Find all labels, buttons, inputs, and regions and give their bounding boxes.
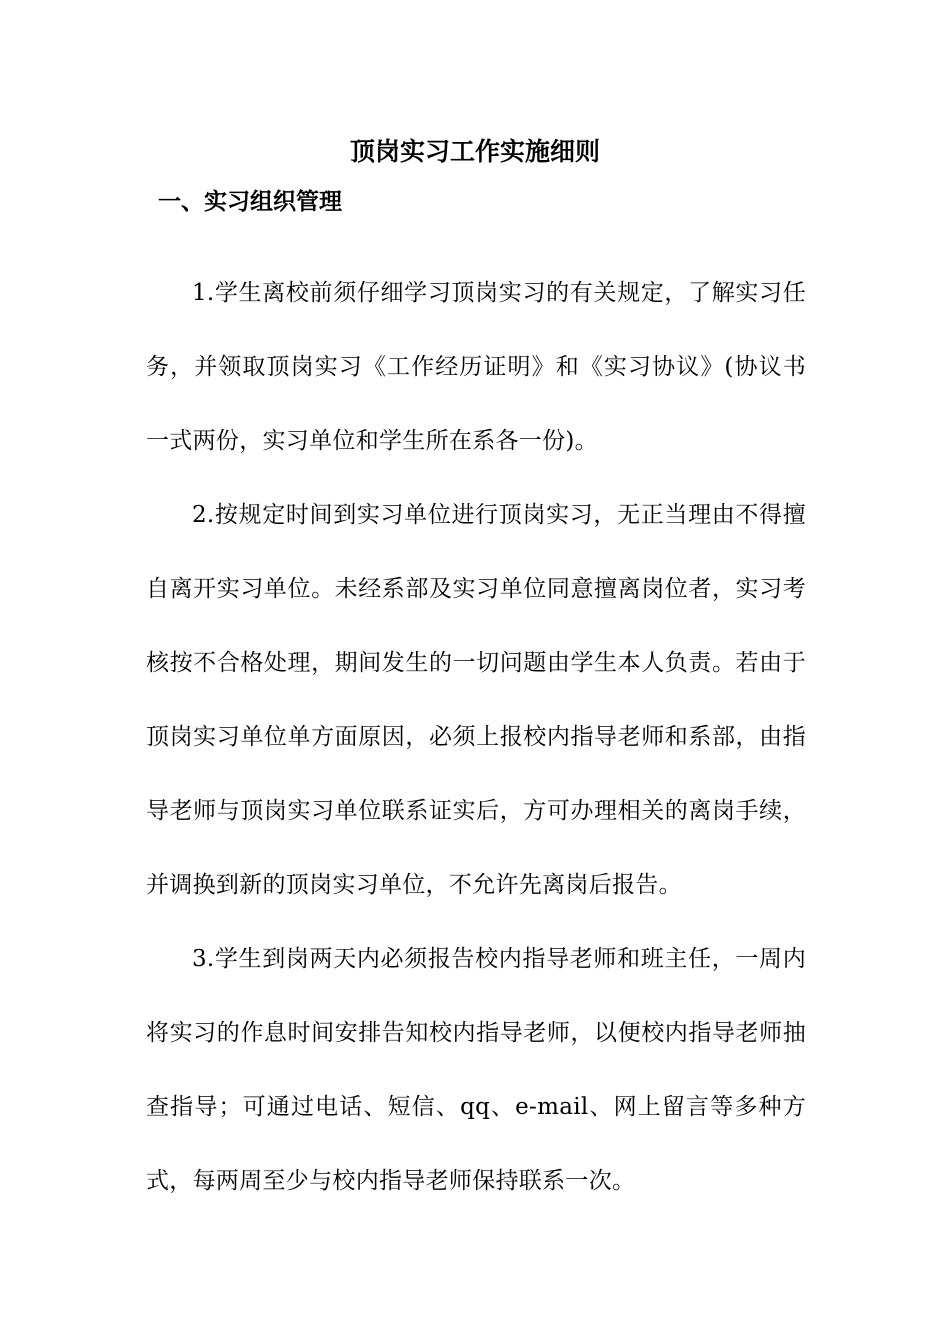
document-title: 顶岗实习工作实施细则: [349, 137, 600, 166]
paragraph-3: 3.学生到岗两天内必须报告校内指导老师和班主任，一周内将实习的作息时间安排告知校内指导老师，以便校内指导老师抽查指导；可通过电话、短信、qq、e-mail、网上留言等多种方式，每两周至少与校内指导老师保持联系一次。: [146, 946, 806, 1194]
section-body: [146, 256, 806, 1218]
paragraph-2: 2.按规定时间到实习单位进行顶岗实习，无正当理由不得擅自离开实习单位。未经系部及实习单位同意擅离岗位者，实习考核按不合格处理，期间发生的一切问题由学生本人负责。若由于顶岗实习单位单方面原因，必须上报校内指导老师和系部，由指导老师与顶岗实习单位联系证实后，方可办理相关的离岗手续，并调换到新的顶岗实习单位，不允许先离岗后报告。: [146, 502, 806, 898]
section-heading: 一、实习组织管理: [158, 188, 342, 215]
paragraph-1: 1.学生离校前须仔细学习顶岗实习的有关规定，了解实习任务，并领取顶岗实习《工作经历证明》和《实习协议》(协议书一式两份，实习单位和学生所在系各一份)。: [146, 280, 806, 454]
